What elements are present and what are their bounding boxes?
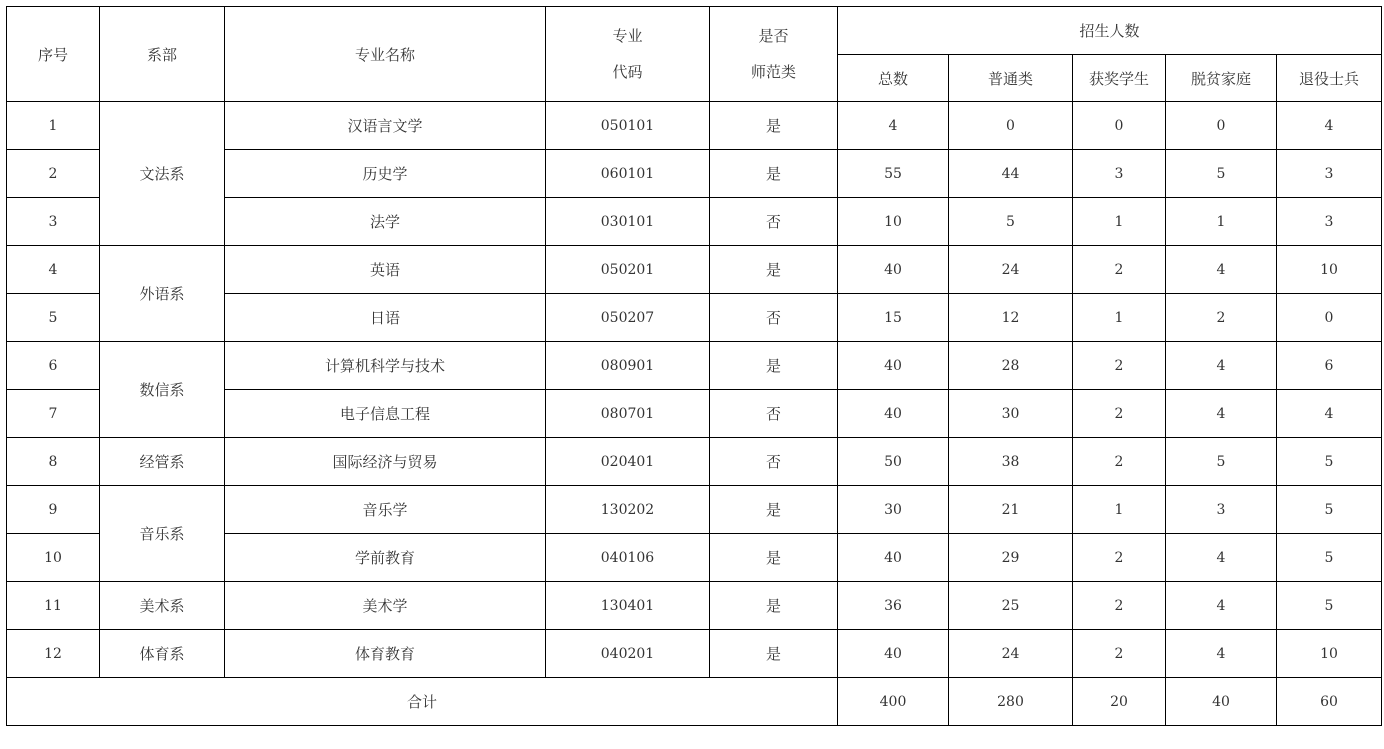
cell-major: 计算机科学与技术	[225, 342, 546, 390]
header-code-line2: 代码	[612, 63, 643, 81]
cell-poverty: 3	[1166, 486, 1277, 534]
cell-code: 080701	[546, 390, 710, 438]
header-award: 获奖学生	[1073, 55, 1166, 102]
cell-award: 0	[1073, 102, 1166, 150]
cell-total: 40	[838, 534, 949, 582]
header-enroll: 招生人数	[838, 7, 1382, 55]
cell-dept: 数信系	[100, 342, 225, 438]
cell-poverty: 5	[1166, 438, 1277, 486]
totals-general: 280	[949, 678, 1073, 726]
cell-seq: 6	[7, 342, 100, 390]
cell-major: 美术学	[225, 582, 546, 630]
header-normal	[710, 7, 838, 102]
cell-normal: 是	[710, 486, 838, 534]
cell-poverty: 5	[1166, 150, 1277, 198]
cell-total: 4	[838, 102, 949, 150]
cell-seq: 11	[7, 582, 100, 630]
cell-major: 学前教育	[225, 534, 546, 582]
cell-code: 040201	[546, 630, 710, 678]
cell-seq: 5	[7, 294, 100, 342]
cell-poverty: 4	[1166, 630, 1277, 678]
cell-major: 日语	[225, 294, 546, 342]
cell-poverty: 0	[1166, 102, 1277, 150]
cell-general: 44	[949, 150, 1073, 198]
cell-dept: 文法系	[100, 102, 225, 246]
totals-label: 合计	[7, 678, 838, 726]
cell-veteran: 5	[1277, 534, 1382, 582]
cell-major: 国际经济与贸易	[225, 438, 546, 486]
cell-total: 40	[838, 630, 949, 678]
cell-veteran: 6	[1277, 342, 1382, 390]
cell-major: 历史学	[225, 150, 546, 198]
cell-dept: 音乐系	[100, 486, 225, 582]
header-veteran: 退役士兵	[1277, 55, 1382, 102]
cell-poverty: 2	[1166, 294, 1277, 342]
cell-award: 2	[1073, 534, 1166, 582]
cell-normal: 是	[710, 150, 838, 198]
cell-seq: 12	[7, 630, 100, 678]
cell-major: 电子信息工程	[225, 390, 546, 438]
cell-veteran: 0	[1277, 294, 1382, 342]
cell-total: 50	[838, 438, 949, 486]
cell-major: 体育教育	[225, 630, 546, 678]
cell-total: 55	[838, 150, 949, 198]
cell-code: 130401	[546, 582, 710, 630]
cell-total: 40	[838, 390, 949, 438]
cell-seq: 10	[7, 534, 100, 582]
cell-award: 2	[1073, 390, 1166, 438]
cell-veteran: 3	[1277, 198, 1382, 246]
cell-veteran: 4	[1277, 102, 1382, 150]
cell-major: 汉语言文学	[225, 102, 546, 150]
header-poverty: 脱贫家庭	[1166, 55, 1277, 102]
cell-poverty: 4	[1166, 390, 1277, 438]
cell-dept: 体育系	[100, 630, 225, 678]
cell-normal: 否	[710, 294, 838, 342]
totals-poverty: 40	[1166, 678, 1277, 726]
totals-award: 20	[1073, 678, 1166, 726]
cell-dept: 经管系	[100, 438, 225, 486]
cell-dept: 外语系	[100, 246, 225, 342]
cell-normal: 是	[710, 246, 838, 294]
cell-veteran: 10	[1277, 246, 1382, 294]
cell-normal: 是	[710, 102, 838, 150]
cell-general: 12	[949, 294, 1073, 342]
header-row-1	[7, 7, 1382, 55]
cell-poverty: 4	[1166, 582, 1277, 630]
cell-normal: 是	[710, 630, 838, 678]
header-dept: 系部	[100, 7, 225, 102]
cell-code: 020401	[546, 438, 710, 486]
cell-seq: 4	[7, 246, 100, 294]
cell-seq: 8	[7, 438, 100, 486]
cell-general: 38	[949, 438, 1073, 486]
cell-veteran: 5	[1277, 582, 1382, 630]
cell-code: 130202	[546, 486, 710, 534]
cell-major: 法学	[225, 198, 546, 246]
totals-row	[7, 678, 1382, 726]
cell-award: 2	[1073, 246, 1166, 294]
cell-seq: 1	[7, 102, 100, 150]
cell-general: 5	[949, 198, 1073, 246]
cell-general: 21	[949, 486, 1073, 534]
header-major: 专业名称	[225, 7, 546, 102]
cell-code: 050207	[546, 294, 710, 342]
cell-award: 2	[1073, 582, 1166, 630]
cell-total: 30	[838, 486, 949, 534]
cell-major: 音乐学	[225, 486, 546, 534]
cell-general: 24	[949, 630, 1073, 678]
cell-seq: 9	[7, 486, 100, 534]
header-code	[546, 7, 710, 102]
table-row	[7, 102, 1382, 150]
cell-code: 050101	[546, 102, 710, 150]
header-normal-line1: 是否	[758, 27, 789, 45]
header-total: 总数	[838, 55, 949, 102]
cell-veteran: 10	[1277, 630, 1382, 678]
cell-seq: 2	[7, 150, 100, 198]
cell-poverty: 4	[1166, 534, 1277, 582]
cell-general: 28	[949, 342, 1073, 390]
cell-veteran: 4	[1277, 390, 1382, 438]
totals-total: 400	[838, 678, 949, 726]
cell-general: 24	[949, 246, 1073, 294]
cell-dept: 美术系	[100, 582, 225, 630]
table-row	[7, 438, 1382, 486]
cell-award: 2	[1073, 630, 1166, 678]
cell-code: 060101	[546, 150, 710, 198]
cell-award: 1	[1073, 294, 1166, 342]
header-normal-line2: 师范类	[750, 63, 796, 81]
cell-award: 1	[1073, 486, 1166, 534]
cell-code: 030101	[546, 198, 710, 246]
cell-total: 40	[838, 342, 949, 390]
cell-award: 1	[1073, 198, 1166, 246]
table-row	[7, 630, 1382, 678]
cell-normal: 否	[710, 198, 838, 246]
header-general: 普通类	[949, 55, 1073, 102]
cell-seq: 3	[7, 198, 100, 246]
cell-award: 2	[1073, 438, 1166, 486]
header-seq: 序号	[7, 7, 100, 102]
cell-code: 050201	[546, 246, 710, 294]
cell-award: 2	[1073, 342, 1166, 390]
cell-veteran: 5	[1277, 486, 1382, 534]
table-row	[7, 582, 1382, 630]
cell-poverty: 1	[1166, 198, 1277, 246]
cell-veteran: 5	[1277, 438, 1382, 486]
cell-total: 15	[838, 294, 949, 342]
table-row	[7, 246, 1382, 294]
cell-normal: 是	[710, 534, 838, 582]
cell-code: 040106	[546, 534, 710, 582]
cell-veteran: 3	[1277, 150, 1382, 198]
cell-total: 10	[838, 198, 949, 246]
header-code-line1: 专业	[612, 27, 643, 45]
cell-general: 29	[949, 534, 1073, 582]
cell-general: 25	[949, 582, 1073, 630]
cell-general: 0	[949, 102, 1073, 150]
cell-general: 30	[949, 390, 1073, 438]
cell-poverty: 4	[1166, 246, 1277, 294]
cell-award: 3	[1073, 150, 1166, 198]
cell-major: 英语	[225, 246, 546, 294]
cell-total: 40	[838, 246, 949, 294]
table-row	[7, 486, 1382, 534]
cell-poverty: 4	[1166, 342, 1277, 390]
cell-total: 36	[838, 582, 949, 630]
cell-normal: 是	[710, 582, 838, 630]
totals-veteran: 60	[1277, 678, 1382, 726]
cell-normal: 是	[710, 342, 838, 390]
cell-code: 080901	[546, 342, 710, 390]
enrollment-table	[6, 6, 1382, 726]
cell-seq: 7	[7, 390, 100, 438]
table-row	[7, 342, 1382, 390]
cell-normal: 否	[710, 390, 838, 438]
cell-normal: 否	[710, 438, 838, 486]
